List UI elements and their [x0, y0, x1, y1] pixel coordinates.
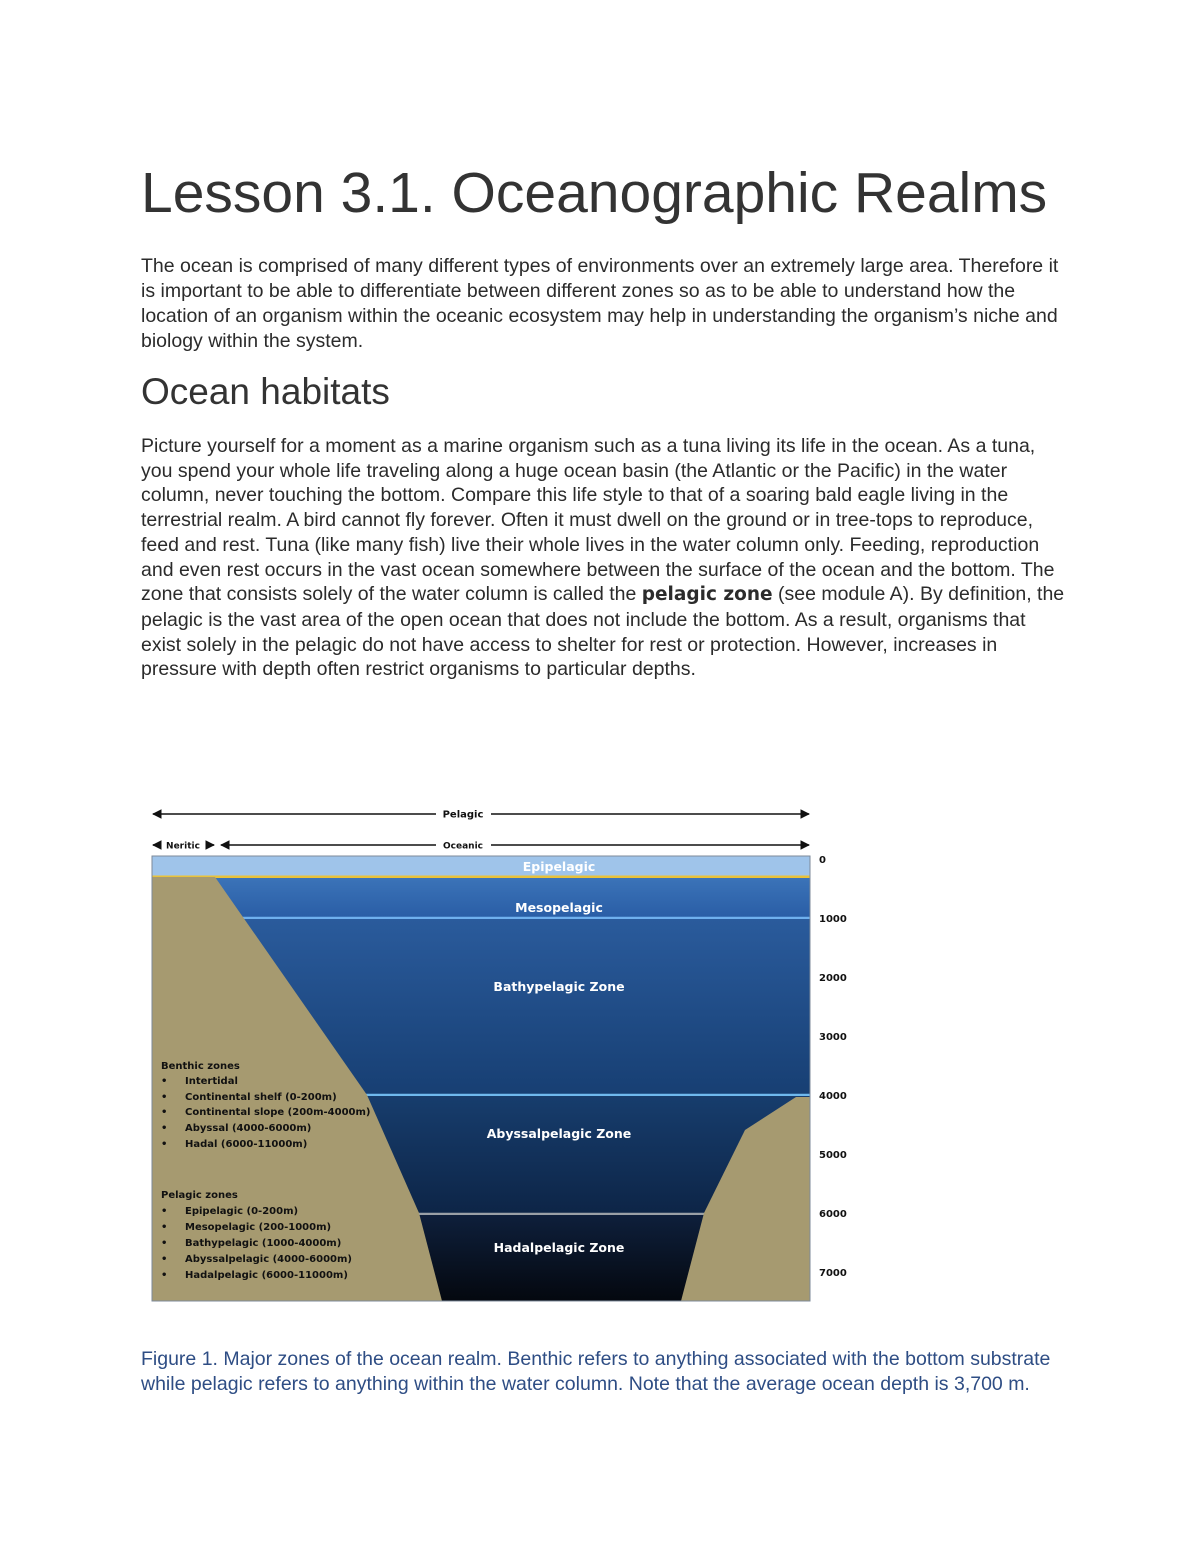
depth-tick: 6000 [819, 1209, 847, 1220]
depth-tick: 1000 [819, 914, 847, 925]
pelagic-legend-item: Bathypelagic (1000-4000m) [185, 1238, 342, 1249]
pelagic-legend-item: Hadalpelagic (6000-11000m) [185, 1270, 348, 1281]
section-heading: Ocean habitats [141, 371, 390, 412]
pelagic-arrow-label: Pelagic [442, 809, 484, 821]
benthic-legend-item: Continental slope (200m-4000m) [185, 1107, 371, 1118]
mesopelagic-band [152, 878, 810, 917]
intro-paragraph: The ocean is comprised of many different types of environments over an extremely large area. Therefore it is important to be able to differentiate between different zones so as to be able to understand how the location of an organism within the oceanic ecosystem may help in understanding the organism’s niche and biology within the system. [141, 255, 1059, 352]
benthic-legend-item: Intertidal [185, 1076, 238, 1087]
pelagic-arrow [153, 810, 809, 821]
ocean-zones-figure [141, 800, 861, 1306]
depth-tick: 5000 [819, 1150, 847, 1161]
svg-text:•: • [161, 1254, 168, 1265]
zone-label-bathypelagic: Bathypelagic Zone [493, 979, 625, 994]
body-paragraph [141, 434, 1071, 682]
svg-text:•: • [161, 1222, 168, 1233]
pelagic-legend-item: Mesopelagic (200-1000m) [185, 1222, 332, 1233]
body-text-after: (see module A). By definition, the pelagic is the vast area of the open ocean that does not include the bottom. As a result, organisms that exist solely in the pelagic do not have access to shelter for rest or protection. However, increases in pressure with depth often restrict organisms to particular depths. [141, 583, 1065, 681]
zone-label-abyssalpelagic: Abyssalpelagic Zone [486, 1126, 632, 1141]
benthic-legend-item: Hadal (6000-11000m) [185, 1139, 308, 1150]
document-body [141, 160, 1071, 682]
body-text-before: Picture yourself for a moment as a marine organism such as a tuna living its life in the ocean. As a tuna, you spend your whole life traveling along a huge ocean basin (the Atlantic or the Pacific) in the water column, never touching the bottom. Compare this life style to that of a soaring bald eagle living in the terrestrial realm. A bird cannot fly forever. Often it must dwell on the ground or in tree-tops to reproduce, feed and rest. Tuna (like many fish) live their whole lives in the water column only. Feeding, reproduction and even rest occurs in the vast ocean somewhere between the surface of the ocean and the bottom. The zone that consists solely of the water column is called the [141, 435, 1055, 606]
svg-text:•: • [161, 1092, 168, 1103]
depth-tick: 7000 [819, 1268, 847, 1279]
svg-text:•: • [161, 1123, 168, 1134]
oceanic-arrow [221, 842, 809, 852]
page-title: Lesson 3.1. Oceanographic Realms [141, 161, 1048, 225]
pelagic-legend-item: Epipelagic (0-200m) [185, 1206, 299, 1217]
depth-tick: 3000 [819, 1032, 847, 1043]
pelagic-legend-item: Abyssalpelagic (4000-6000m) [185, 1254, 352, 1265]
ocean-zones-diagram [141, 800, 861, 1306]
svg-text:•: • [161, 1107, 168, 1118]
neritic-arrow [153, 842, 214, 852]
benthic-legend-item: Continental shelf (0-200m) [185, 1092, 337, 1103]
zone-label-epipelagic: Epipelagic [522, 859, 596, 874]
svg-text:•: • [161, 1206, 168, 1217]
depth-tick: 2000 [819, 973, 847, 984]
pelagic-legend-heading: Pelagic zones [161, 1190, 238, 1201]
depth-tick: 0 [819, 855, 826, 866]
benthic-legend-item: Abyssal (4000-6000m) [185, 1123, 312, 1134]
depth-scale [819, 855, 847, 1279]
epipelagic-band [152, 856, 810, 876]
figure-caption: Figure 1. Major zones of the ocean realm. Benthic refers to anything associated with the bottom substrate while pelagic refers to anything within the water column. Note that the average ocean depth is 3,700 m. [141, 1347, 1051, 1395]
neritic-arrow-label: Neritic [166, 841, 200, 852]
depth-tick: 4000 [819, 1091, 847, 1102]
svg-text:•: • [161, 1270, 168, 1281]
zone-label-hadalpelagic: Hadalpelagic Zone [493, 1240, 625, 1255]
pelagic-zone-term: pelagic zone [641, 584, 773, 606]
zone-label-mesopelagic: Mesopelagic [515, 900, 603, 915]
svg-text:•: • [161, 1076, 168, 1087]
svg-text:•: • [161, 1238, 168, 1249]
benthic-legend-heading: Benthic zones [161, 1061, 240, 1072]
svg-text:•: • [161, 1139, 168, 1150]
oceanic-arrow-label: Oceanic [443, 841, 483, 852]
